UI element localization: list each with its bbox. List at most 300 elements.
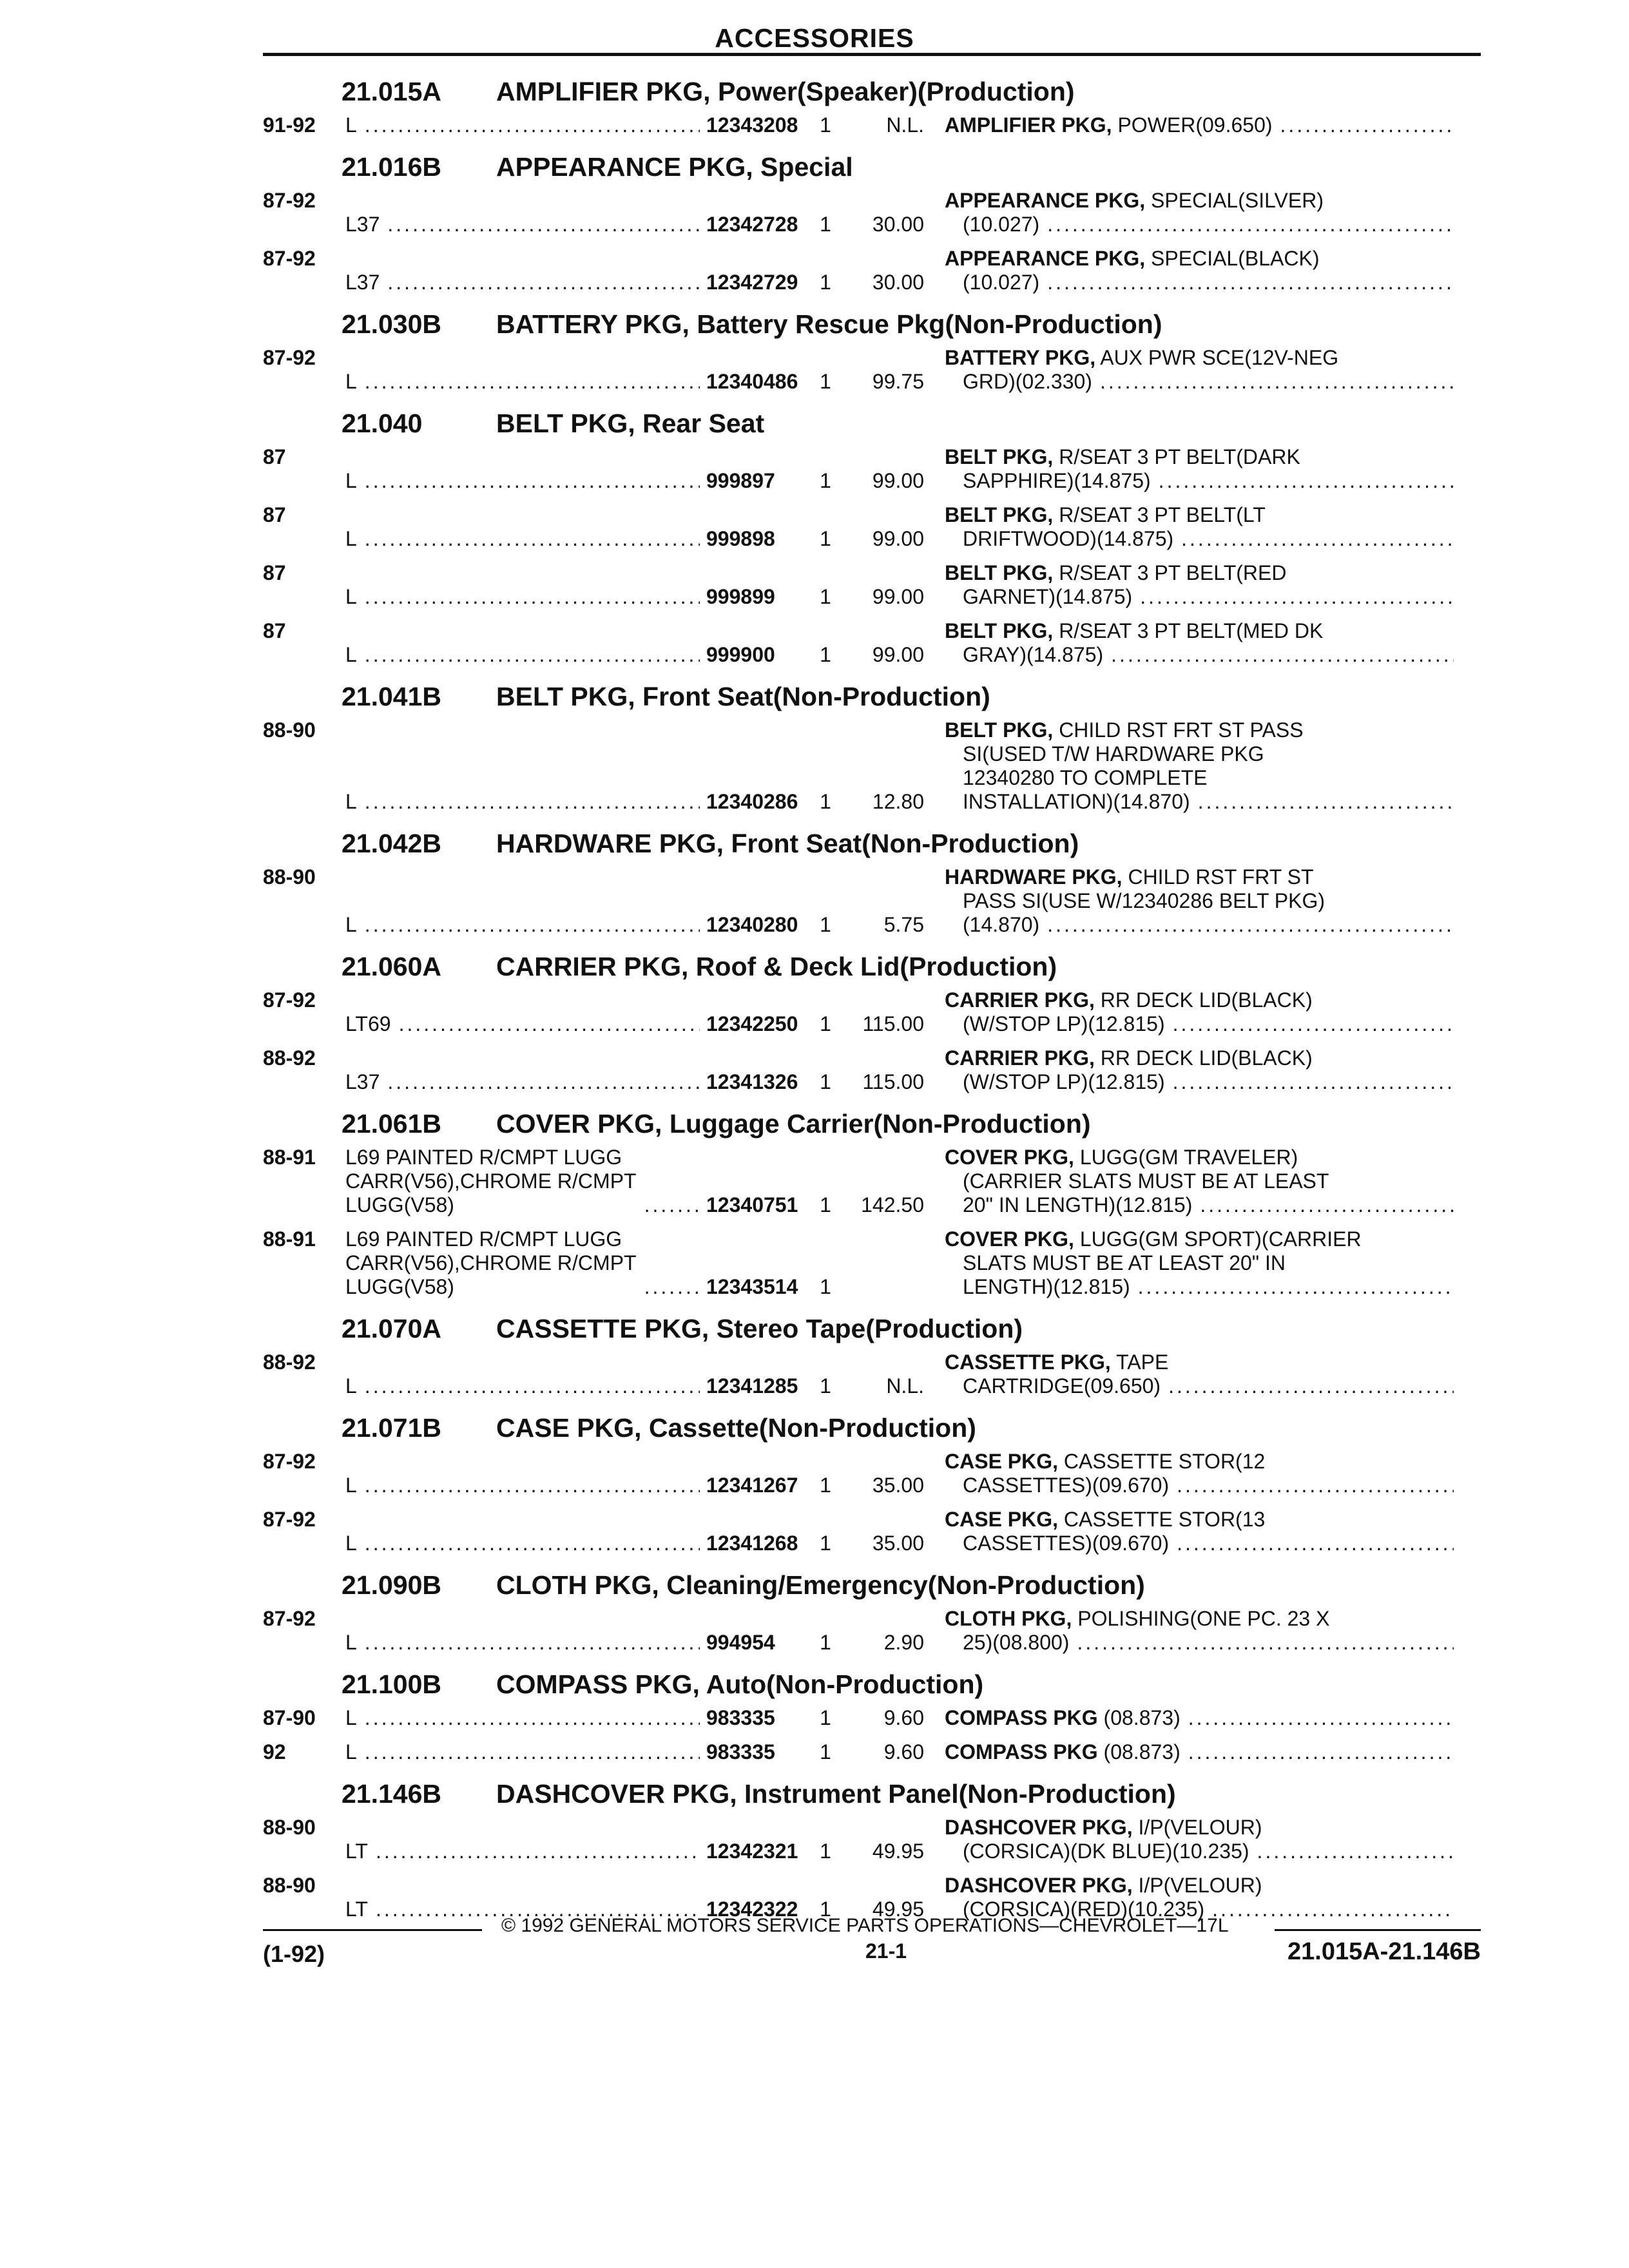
part-number: 999897 (706, 469, 775, 492)
description-name: COMPASS PKG (945, 1740, 1098, 1763)
price: 35.00 (872, 1532, 924, 1555)
description-name: BELT PKG, (945, 718, 1054, 742)
description-detail: LUGG(GM TRAVELER) (1074, 1146, 1298, 1169)
section-name: APPEARANCE PKG, Special (496, 152, 853, 182)
leader-dots (644, 1193, 700, 1217)
description-text (963, 742, 1264, 765)
description-line (945, 1193, 1454, 1217)
description-detail: LENGTH)(12.815) (963, 1275, 1130, 1298)
application-code: L (345, 113, 357, 137)
description-line (945, 271, 1454, 294)
section-number: 21.040 (342, 408, 423, 438)
application-cell (345, 1874, 706, 1921)
description-text (963, 527, 1173, 551)
application-code: L (345, 1532, 357, 1555)
section-name: CARRIER PKG, Roof & Deck Lid(Production) (496, 952, 1057, 981)
part-number: 12340280 (706, 913, 798, 936)
leader-dots (1140, 585, 1454, 609)
application-code: L (345, 1706, 357, 1729)
part-number: 12341267 (706, 1474, 798, 1497)
description-name: APPEARANCE PKG, (945, 247, 1146, 270)
description-detail: (CORSICA)(RED)(10.235) (963, 1898, 1205, 1921)
footer-rule-left (263, 1929, 482, 1931)
part-number: 983335 (706, 1706, 775, 1729)
part-row (263, 1604, 1481, 1662)
application-cell (345, 189, 706, 236)
description-text (945, 346, 1338, 369)
model-years: 91-92 (263, 113, 316, 137)
part-number: 12342321 (706, 1840, 798, 1863)
description-line (945, 1169, 1454, 1193)
model-years: 88-92 (263, 1046, 316, 1070)
description-detail: SAPPHIRE)(14.875) (963, 469, 1151, 492)
part-number: 12340486 (706, 370, 798, 393)
application-code: L (345, 469, 357, 492)
description-line (945, 766, 1454, 790)
quantity: 1 (820, 1193, 831, 1216)
application-cell (345, 1227, 706, 1299)
leader-dots (365, 469, 700, 493)
model-years: 88-90 (263, 1816, 316, 1839)
application-cell (345, 1450, 706, 1497)
description-line (945, 1046, 1454, 1070)
catalog-section (263, 1406, 1481, 1563)
part-row (263, 559, 1481, 617)
catalog-section (263, 1662, 1481, 1772)
description-text (945, 561, 1286, 584)
catalog-section (263, 1307, 1481, 1406)
description (945, 1450, 1454, 1497)
description-text (963, 469, 1151, 493)
application-cell (345, 247, 706, 294)
leader-dots (376, 1840, 700, 1863)
quantity: 1 (820, 1840, 831, 1863)
section-title (263, 401, 1481, 443)
description-line (945, 1146, 1454, 1169)
description-detail: (CARRIER SLATS MUST BE AT LEAST (963, 1169, 1329, 1193)
description-detail: SLATS MUST BE AT LEAST 20" IN (963, 1251, 1286, 1274)
leader-dots (399, 1012, 700, 1036)
quantity: 1 (820, 213, 831, 236)
price: 30.00 (872, 213, 924, 236)
description-detail: (08.873) (1097, 1706, 1181, 1729)
quantity: 1 (820, 913, 831, 936)
application-code: L (345, 527, 357, 550)
part-row (263, 1348, 1481, 1406)
part-number: 999898 (706, 527, 775, 550)
description-line (945, 189, 1454, 213)
description-text (945, 1706, 1181, 1730)
description-text (963, 1169, 1329, 1193)
description-line (945, 742, 1454, 766)
leader-dots (1257, 1840, 1454, 1863)
section-number: 21.016B (342, 152, 442, 182)
description-detail: (CORSICA)(DK BLUE)(10.235) (963, 1840, 1249, 1863)
part-number: 994954 (706, 1631, 775, 1654)
quantity: 1 (820, 1706, 831, 1729)
description-name: COVER PKG, (945, 1227, 1074, 1251)
application-code: LT (345, 1840, 368, 1863)
description-detail: CASSETTES)(09.670) (963, 1532, 1170, 1555)
description-line (945, 1740, 1454, 1764)
application-cell (345, 346, 706, 394)
description-line (945, 1706, 1454, 1730)
section-name: HARDWARE PKG, Front Seat(Non-Production) (496, 829, 1079, 858)
application-code: L (345, 1631, 357, 1654)
model-years: 87 (263, 619, 286, 642)
description-name: CLOTH PKG, (945, 1607, 1072, 1630)
description-line (945, 1012, 1454, 1036)
leader-dots (1177, 1532, 1454, 1555)
description-line (945, 1251, 1454, 1275)
description-line (945, 1374, 1454, 1398)
leader-dots (1173, 1012, 1454, 1036)
price: 99.75 (872, 370, 924, 393)
footer-rule-right (1275, 1929, 1481, 1931)
leader-dots (1047, 271, 1454, 294)
part-number: 12340751 (706, 1193, 798, 1216)
description-text (963, 1012, 1165, 1036)
description-name: HARDWARE PKG, (945, 865, 1123, 889)
part-number: 12342729 (706, 271, 798, 294)
section-title (263, 675, 1481, 716)
section-name: CASE PKG, Cassette(Non-Production) (496, 1413, 976, 1443)
description-text (945, 1146, 1298, 1169)
description-text (963, 1070, 1165, 1094)
part-row (263, 617, 1481, 675)
description-line (945, 865, 1454, 889)
description-text (945, 1450, 1265, 1473)
model-years: 88-90 (263, 865, 316, 889)
description (945, 1046, 1454, 1094)
description-detail: GARNET)(14.875) (963, 585, 1133, 608)
leader-dots (365, 1740, 700, 1764)
description-text (963, 790, 1190, 814)
application-cell (345, 1146, 706, 1217)
description-text (963, 1631, 1069, 1655)
description-text (945, 1350, 1168, 1374)
section-name: CASSETTE PKG, Stereo Tape(Production) (496, 1314, 1023, 1343)
description-text (963, 271, 1039, 294)
leader-dots (1111, 643, 1454, 667)
price: 9.60 (883, 1740, 924, 1763)
description-text (963, 213, 1039, 236)
leader-dots (1047, 213, 1454, 236)
description (945, 1706, 1454, 1730)
part-row (263, 986, 1481, 1044)
part-number: 12342250 (706, 1012, 798, 1035)
section-name: COMPASS PKG, Auto(Non-Production) (496, 1669, 984, 1699)
description-detail: (08.873) (1097, 1740, 1181, 1763)
price: 5.75 (883, 913, 924, 936)
application-code: L (345, 370, 357, 393)
price: 12.80 (872, 790, 924, 813)
leader-dots (365, 790, 700, 814)
description-detail: AUX PWR SCE(12V-NEG (1095, 346, 1339, 369)
description-line (945, 1816, 1454, 1840)
description-detail: CASSETTE STOR(12 (1058, 1450, 1266, 1473)
quantity: 1 (820, 271, 831, 294)
part-number: 999900 (706, 643, 775, 666)
description-text (963, 1251, 1286, 1274)
footer-section-range: 21.015A-21.146B (1287, 1938, 1481, 1965)
price: 142.50 (861, 1193, 924, 1216)
leader-dots (1173, 1070, 1454, 1094)
price: 99.00 (872, 527, 924, 550)
quantity: 1 (820, 527, 831, 550)
price: 35.00 (872, 1474, 924, 1497)
quantity: 1 (820, 585, 831, 608)
section-number: 21.090B (342, 1570, 442, 1600)
leader-dots (1200, 1193, 1454, 1217)
description-detail: I/P(VELOUR) (1132, 1816, 1262, 1839)
description-name: COMPASS PKG (945, 1706, 1098, 1729)
description-detail: R/SEAT 3 PT BELT(MED DK (1053, 619, 1324, 642)
description-text (945, 1508, 1265, 1531)
application-cell (345, 1706, 706, 1730)
section-number: 21.061B (342, 1109, 442, 1139)
catalog-section (263, 675, 1481, 822)
quantity: 1 (820, 1631, 831, 1654)
part-number: 12341285 (706, 1374, 798, 1398)
leader-dots (365, 585, 700, 609)
part-row (263, 1813, 1481, 1871)
description (945, 113, 1454, 137)
section-name: BATTERY PKG, Battery Rescue Pkg(Non-Production) (496, 309, 1162, 339)
quantity: 1 (820, 1070, 831, 1093)
description (945, 1740, 1454, 1764)
leader-dots (365, 370, 700, 394)
price: 99.00 (872, 585, 924, 608)
model-years: 87-92 (263, 1508, 316, 1531)
description-line (945, 585, 1454, 609)
model-years: 87-92 (263, 247, 316, 270)
part-row (263, 1447, 1481, 1505)
application-code: L37 (345, 271, 380, 294)
catalog-section (263, 145, 1481, 302)
description-line (945, 469, 1454, 493)
description-detail: CASSETTES)(09.670) (963, 1474, 1170, 1497)
description-line (945, 988, 1454, 1012)
description (945, 1874, 1454, 1921)
footer-date-code: (1-92) (263, 1941, 325, 1967)
application-cell (345, 1508, 706, 1555)
description-detail: PASS SI(USE W/12340286 BELT PKG) (963, 889, 1325, 912)
section-title (263, 1563, 1481, 1604)
description (945, 1607, 1454, 1655)
section-name: COVER PKG, Luggage Carrier(Non-Production) (496, 1109, 1091, 1139)
section-title (263, 302, 1481, 343)
catalog-section (263, 302, 1481, 401)
description-text (963, 1275, 1130, 1299)
leader-dots (365, 913, 700, 937)
section-title (263, 1772, 1481, 1813)
description-text (963, 889, 1325, 912)
description (945, 1508, 1454, 1555)
application-cell (345, 988, 706, 1036)
section-number: 21.015A (342, 77, 442, 106)
model-years: 87-92 (263, 346, 316, 369)
description-text (963, 1840, 1249, 1863)
description-name: BATTERY PKG, (945, 346, 1096, 369)
application-cell (345, 1350, 706, 1398)
application-code: LT69 (345, 1012, 391, 1035)
description-line (945, 1070, 1454, 1094)
application-code: L (345, 585, 357, 608)
description-detail: INSTALLATION)(14.870) (963, 790, 1190, 813)
description-text (963, 585, 1132, 609)
application-code: L37 (345, 1070, 380, 1093)
description-text (945, 445, 1300, 468)
application-cell (345, 503, 706, 551)
description-line (945, 1474, 1454, 1497)
quantity: 1 (820, 643, 831, 666)
description-text (945, 718, 1304, 742)
model-years: 87 (263, 503, 286, 526)
leader-dots (644, 1275, 700, 1299)
model-years: 87-92 (263, 1450, 316, 1473)
leader-dots (365, 643, 700, 667)
section-name: DASHCOVER PKG, Instrument Panel(Non-Production) (496, 1779, 1176, 1809)
description-name: BELT PKG, (945, 561, 1054, 584)
leader-dots (365, 1706, 700, 1730)
description-name: AMPLIFIER PKG, (945, 113, 1112, 137)
application-cell (345, 1607, 706, 1655)
description-text (963, 370, 1092, 394)
model-years: 88-90 (263, 1874, 316, 1897)
section-number: 21.146B (342, 1779, 442, 1809)
description-detail: CARTRIDGE(09.650) (963, 1374, 1161, 1398)
part-row (263, 186, 1481, 244)
leader-dots (387, 213, 700, 236)
description-name: CASE PKG, (945, 1508, 1059, 1531)
description-detail: 20" IN LENGTH)(12.815) (963, 1193, 1193, 1216)
description (945, 1816, 1454, 1863)
price: N.L. (886, 113, 924, 137)
description-line (945, 619, 1454, 643)
description-line (945, 1350, 1454, 1374)
description-detail: SPECIAL(BLACK) (1145, 247, 1320, 270)
description-line (945, 1275, 1454, 1299)
catalog-section (263, 70, 1481, 145)
quantity: 1 (820, 1474, 831, 1497)
part-number: 12341326 (706, 1070, 798, 1093)
application-cell (345, 619, 706, 667)
price: 9.60 (883, 1706, 924, 1729)
leader-dots (1168, 1374, 1454, 1398)
application-cell (345, 718, 706, 814)
description (945, 988, 1454, 1036)
section-number: 21.100B (342, 1669, 442, 1699)
description-detail: (W/STOP LP)(12.815) (963, 1012, 1165, 1035)
description-name: BELT PKG, (945, 619, 1054, 642)
description-text (945, 113, 1273, 137)
description-detail: R/SEAT 3 PT BELT(DARK (1053, 445, 1300, 468)
model-years: 92 (263, 1740, 286, 1763)
description-text (945, 1227, 1362, 1251)
price: 49.95 (872, 1840, 924, 1863)
leader-dots (365, 1532, 700, 1555)
description-name: APPEARANCE PKG, (945, 189, 1146, 212)
leader-dots (1077, 1631, 1454, 1655)
application-cell (345, 865, 706, 937)
description-line (945, 561, 1454, 585)
catalog-section (263, 822, 1481, 945)
section-number: 21.060A (342, 952, 442, 981)
application-code: L (345, 913, 357, 936)
price: 115.00 (862, 1070, 924, 1093)
description-detail: DRIFTWOOD)(14.875) (963, 527, 1174, 550)
description (945, 1350, 1454, 1398)
description (945, 1146, 1454, 1217)
description-detail: CASSETTE STOR(13 (1058, 1508, 1266, 1531)
section-number: 21.070A (342, 1314, 442, 1343)
section-name: AMPLIFIER PKG, Power(Speaker)(Production) (496, 77, 1075, 106)
part-number: 983335 (706, 1740, 775, 1763)
description-name: DASHCOVER PKG, (945, 1874, 1133, 1897)
part-row (263, 1225, 1481, 1307)
description (945, 346, 1454, 394)
description-text (963, 1474, 1169, 1497)
description-line (945, 503, 1454, 527)
model-years: 88-90 (263, 718, 316, 742)
quantity: 1 (820, 1275, 831, 1298)
description-line (945, 213, 1454, 236)
leader-dots (365, 1474, 700, 1497)
description-detail: R/SEAT 3 PT BELT(RED (1053, 561, 1287, 584)
description-name: BELT PKG, (945, 445, 1054, 468)
description-line (945, 913, 1454, 937)
description-text (963, 913, 1039, 937)
description (945, 189, 1454, 236)
description-text (945, 1740, 1181, 1764)
part-row (263, 1143, 1481, 1225)
part-row (263, 1704, 1481, 1738)
part-number: 12343208 (706, 113, 798, 137)
part-number: 999899 (706, 585, 775, 608)
description-detail: LUGG(GM SPORT)(CARRIER (1074, 1227, 1362, 1251)
description-line (945, 1508, 1454, 1532)
description-line (945, 346, 1454, 370)
description-line (945, 370, 1454, 394)
price: 99.00 (872, 469, 924, 492)
description (945, 247, 1454, 294)
description-text (963, 1374, 1161, 1398)
section-number: 21.041B (342, 682, 442, 711)
description-name: BELT PKG, (945, 503, 1054, 526)
description-name: DASHCOVER PKG, (945, 1816, 1133, 1839)
page-footer (263, 1915, 1481, 2005)
quantity: 1 (820, 469, 831, 492)
catalog-section (263, 1102, 1481, 1307)
leader-dots (1188, 1740, 1454, 1764)
description-detail: TAPE (1110, 1350, 1169, 1374)
description (945, 503, 1454, 551)
part-row (263, 244, 1481, 302)
footer-copyright: © 1992 GENERAL MOTORS SERVICE PARTS OPERATIONS—CHEVROLET—17L (501, 1915, 1229, 1936)
part-row (263, 343, 1481, 401)
description-line (945, 790, 1454, 814)
leader-dots (1138, 1275, 1454, 1299)
application-code: L (345, 790, 357, 813)
description-detail: 12340280 TO COMPLETE (963, 766, 1208, 789)
description-detail: I/P(VELOUR) (1132, 1874, 1262, 1897)
leader-dots (1188, 1706, 1454, 1730)
part-row (263, 863, 1481, 945)
application-code: LT (345, 1898, 368, 1921)
leader-dots (365, 527, 700, 551)
description-line (945, 1227, 1454, 1251)
